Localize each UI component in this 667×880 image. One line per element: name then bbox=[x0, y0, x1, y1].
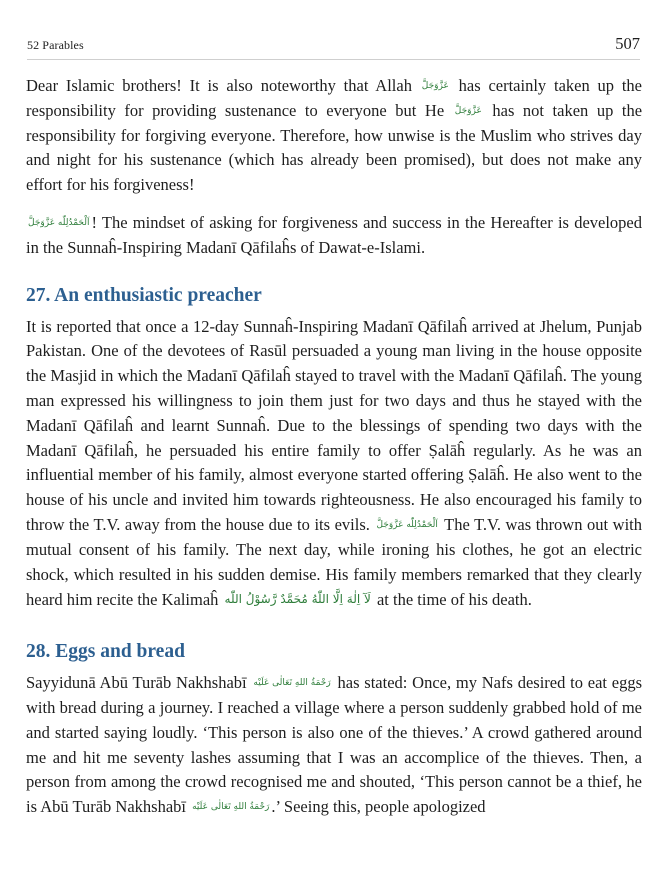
text-run: Sayyidunā Abū Turāb Nakhshabī bbox=[26, 673, 247, 693]
text-run: .’ Seeing this, people apologized bbox=[271, 797, 486, 817]
text-run: It is reported that once a 12-day Sunnaĥ-Inspiring Madanī Qāfilaĥ arrived at Jhelum, Punjab Pakistan. One of the devotees of Rasūl persuaded a young man living in the house opposite the Masjid in which the Madanī Qāfilaĥ stayed to travel with the Madanī Qāfilaĥ. The young man expressed his willingness to join them just for two days and thus he stayed with the Madanī Qāfilaĥ and learnt Sunnaĥ. Due to the blessings of spending two days with the Madanī Qāfilaĥ, he persuaded his entire family to offer Ṣalāĥ regularly. As he was an influential member of his family, almost everyone started offering Ṣalāĥ. He also went to the house of his uncle and invited him towards righteousness. He also encouraged his family to throw the T.V. away from the house due to its evils. bbox=[26, 316, 642, 534]
section-heading-27: 27. An enthusiastic preacher bbox=[26, 284, 262, 306]
text-run: The T.V. was thrown out with mutual consent of his family. The next day, while ironing his clothes, he got an electric shock, which resulted in his sudden demise. His family members remarked that they clearly heard him recite the Kalimaĥ bbox=[26, 514, 643, 610]
section-heading-28: 28. Eggs and bread bbox=[26, 641, 185, 663]
header-rule bbox=[27, 59, 640, 60]
book-title: 52 Parables bbox=[27, 38, 84, 52]
text-run: Dear Islamic brothers! It is also noteworthy that Allah bbox=[26, 76, 412, 95]
paragraph-mindset bbox=[26, 211, 642, 261]
page-header bbox=[27, 32, 640, 60]
page-body bbox=[26, 74, 642, 820]
text-run: ! The mindset of asking for forgiveness and success in the Hereafter is developed in the Sunnaĥ-Inspiring Madanī Qāfilaĥs of Dawat-e-Islami. bbox=[26, 212, 642, 257]
page-number: 507 bbox=[615, 34, 640, 53]
arabic-honorific: عَزَّوَجَلَّ bbox=[421, 81, 449, 91]
paragraph-eggs-and-bread bbox=[26, 671, 642, 820]
arabic-alhamdulillah: اَلْحَمْدُلِلّٰه عَزَّوَجَلَّ bbox=[28, 217, 90, 228]
text-run: has not taken up the responsibility for forgiving everyone. Therefore, how unwise is the Muslim who strives day and night for his sustenance (which has already been promised), but does not make any effort for his forgiveness! bbox=[26, 100, 643, 195]
arabic-rahmatullah: رَحْمَةُ اللهِ تَعَالٰی عَلَیْه bbox=[192, 802, 270, 813]
arabic-alhamdulillah: اَلْحَمْدُلِلّٰه عَزَّوَجَلَّ bbox=[376, 519, 438, 530]
arabic-rahmatullah: رَحْمَةُ اللهِ تَعَالٰی عَلَیْه bbox=[253, 678, 331, 689]
arabic-kalimah: لَآ اِلٰهَ اِلَّا اللّٰهُ مُحَمَّدٌ رَّسُوْلُ اللّٰه bbox=[224, 592, 371, 607]
paragraph-preacher bbox=[26, 315, 642, 614]
text-run: has stated: Once, my Nafs desired to eat eggs with bread during a journey. I reached a village where a person suddenly grabbed hold of me and started saying loudly. ‘This person is also one of the thieves.’ A crowd gathered around me and hit me seventy lashes assuming that I was an accomplice of the thieves. Then, a person from among the crowd recognised me and shouted, ‘This person cannot be a thief, he is Abū Turāb Nakhshabī bbox=[26, 673, 643, 817]
paragraph-forgiveness bbox=[26, 74, 642, 198]
text-run: at the time of his death. bbox=[376, 590, 532, 610]
text-run: has certainly taken up the responsibility for providing sustenance to everyone but He bbox=[26, 76, 642, 120]
arabic-honorific: عَزَّوَجَلَّ bbox=[454, 105, 482, 116]
